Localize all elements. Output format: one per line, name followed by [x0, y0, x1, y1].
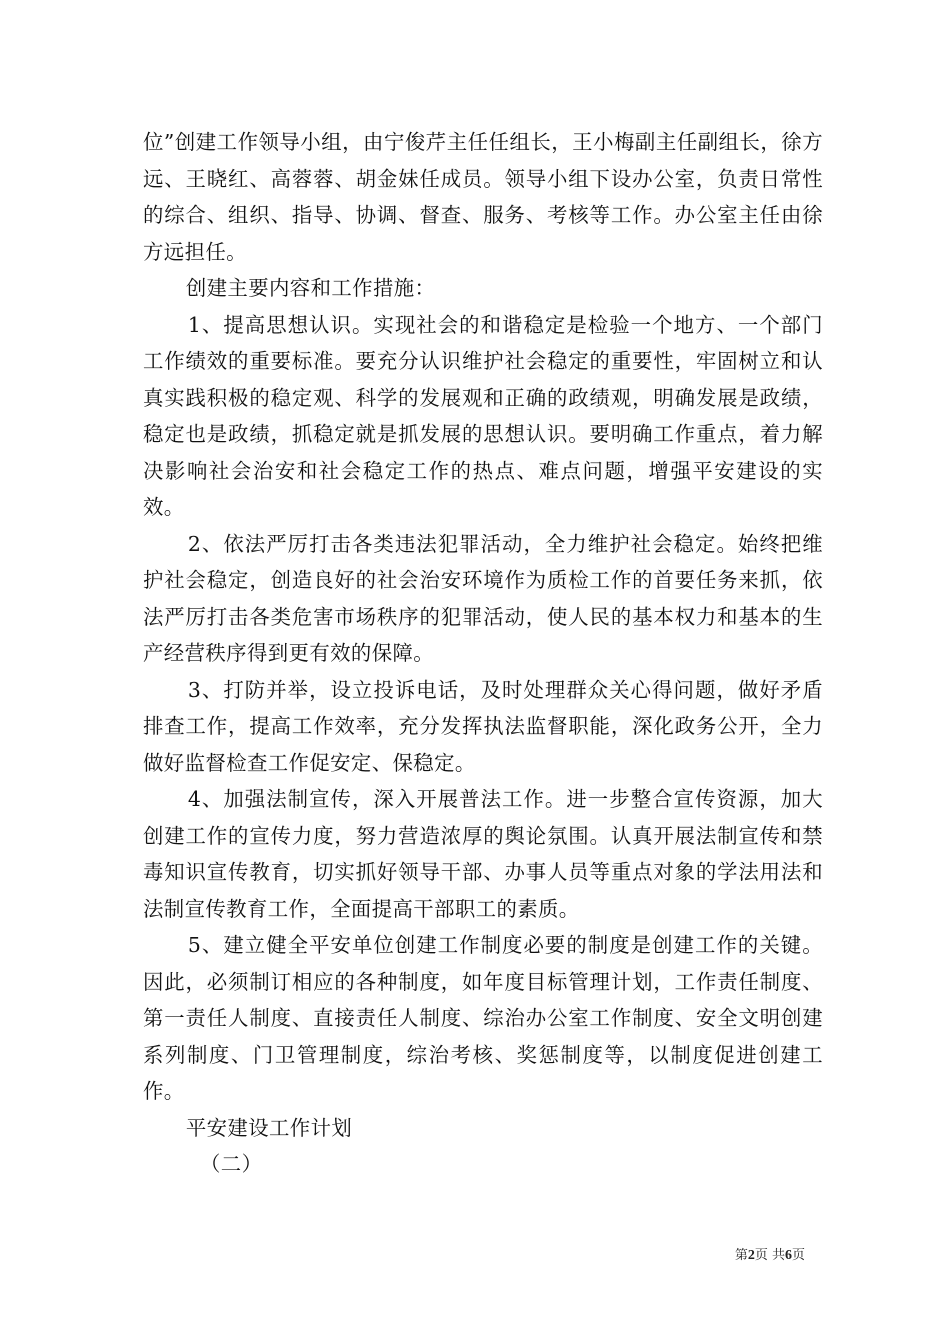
paragraph-item-2: 2、依法严厉打击各类违法犯罪活动，全力维护社会稳定。始终把维护社会稳定，创造良好的社会治安环境作为质检工作的首要任务来抓，依法严厉打击各类危害市场秩序的犯罪活动，使人民的基本权力和基本的生产经营秩序得到更有效的保障。	[143, 531, 823, 665]
paragraph-part-two: （二）	[200, 1152, 263, 1176]
paragraph-plan-title: 平安建设工作计划	[185, 1115, 353, 1140]
document-body	[143, 124, 823, 1183]
footer-total-pages: 6	[784, 1248, 792, 1263]
paragraph-item-1: 1、提高思想认识。实现社会的和谐稳定是检验一个地方、一个部门工作绩效的重要标准。要充分认识维护社会稳定的重要性，牢固树立和认真实践积极的稳定观、科学的发展观和正确的政绩观，明确发展是政绩，稳定也是政绩，抓稳定就是抓发展的思想认识。要明确工作重点，着力解决影响社会治安和社会稳定工作的热点、难点问题，增强平安建设的实效。	[143, 312, 823, 519]
footer-middle: 页 共	[754, 1248, 785, 1263]
paragraph-item-3: 3、打防并举，设立投诉电话，及时处理群众关心得问题，做好矛盾排查工作，提高工作效率，充分发挥执法监督职能，深化政务公开，全力做好监督检查工作促安定、保稳定。	[143, 677, 823, 775]
page-footer	[735, 1248, 805, 1264]
footer-suffix: 页	[791, 1248, 805, 1263]
paragraph-leading-group: 位”创建工作领导小组，由宁俊芹主任任组长，王小梅副主任副组长，徐方远、王晓红、高蓉蓉、胡金妹任成员。领导小组下设办公室，负责日常性的综合、组织、指导、协调、督查、服务、考核等工作。办公室主任由徐方远担任。	[143, 130, 823, 264]
footer-current-page: 2	[747, 1248, 755, 1263]
footer-prefix: 第	[734, 1248, 748, 1263]
paragraph-item-5: 5、建立健全平安单位创建工作制度必要的制度是创建工作的关键。因此，必须制订相应的各种制度，如年度目标管理计划，工作责任制度、第一责任人制度、直接责任人制度、综治办公室工作制度、安全文明创建系列制度、门卫管理制度，综治考核、奖惩制度等，以制度促进创建工作。	[143, 933, 823, 1103]
paragraph-item-4: 4、加强法制宣传，深入开展普法工作。进一步整合宣传资源，加大创建工作的宣传力度，努力营造浓厚的舆论氛围。认真开展法制宣传和禁毒知识宣传教育，切实抓好领导干部、办事人员等重点对象的学法用法和法制宣传教育工作，全面提高干部职工的素质。	[143, 787, 823, 921]
paragraph-section-heading: 创建主要内容和工作措施：	[185, 276, 436, 300]
